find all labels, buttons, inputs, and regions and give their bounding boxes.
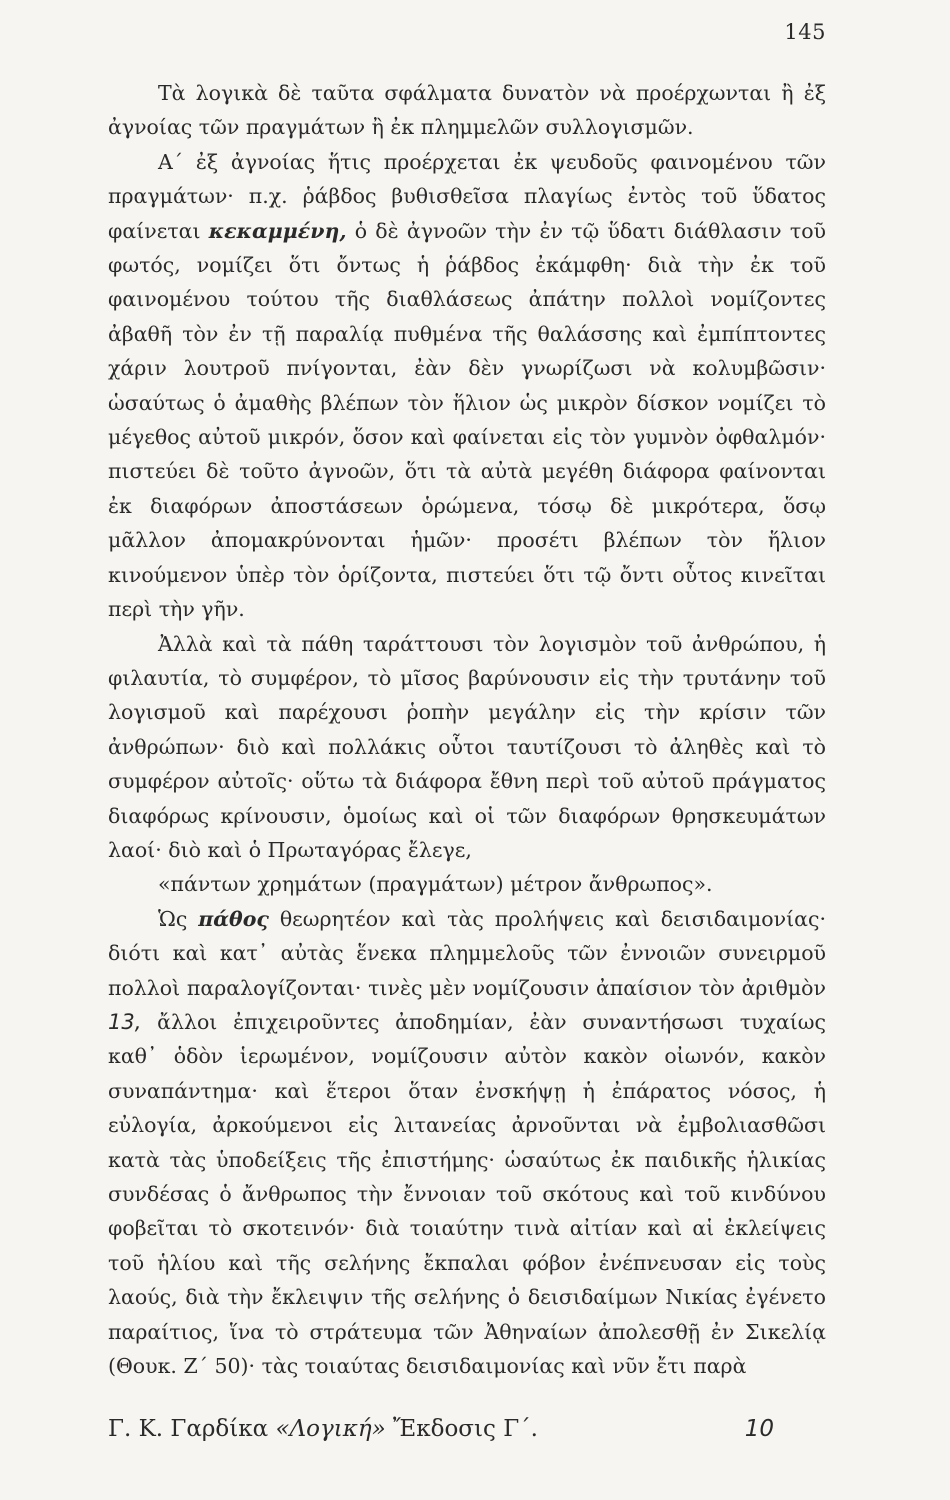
- page-footer: [108, 1416, 826, 1442]
- page-number: 145: [784, 20, 826, 44]
- footer-book-title: «Λογική»: [275, 1416, 386, 1442]
- paragraph-3: Ἀλλὰ καὶ τὰ πάθη ταράττουσι τὸν λογισμὸν τοῦ ἀνθρώπου, ἡ φιλαυτία, τὸ συμφέρον, τὸ μῖσος βαρύνουσιν εἰς τὴν τρυτάνην τοῦ λογισμοῦ καὶ παρέχουσι ῥοπὴν μεγάλην εἰς τὴν κρίσιν τῶν ἀνθρώπων· διὸ καὶ πολλάκις οὗτοι ταυτίζουσι τὸ ἀληθὲς καὶ τὸ συμφέρον αὐτοῖς· οὕτω τὰ διάφορα ἔθνη περὶ τοῦ αὐτοῦ πράγματος διαφόρως κρίνουσιν, ὁμοίως καὶ οἱ τῶν διαφόρων θρησκευμάτων λαοί· διὸ καὶ ὁ Πρωταγόρας ἔλεγε,: [108, 631, 826, 862]
- paragraph-2-part-a: Α΄ ἐξ ἀγνοίας ἥτις προέρχεται ἐκ ψευδοῦς φαινομένου τῶν πραγμάτων· π.χ. ῥάβδος βυθισθεῖσα πλαγίως ἐντὸς τοῦ ὕδατος φαίνεται: [108, 149, 826, 243]
- body-text: [108, 76, 826, 1383]
- protagoras-quote: «πάντων χρημάτων (πραγμάτων) μέτρον ἄνθρωπος».: [158, 872, 713, 897]
- paragraph-4-part-c: ἄλλοι ἐπιχειροῦντες ἀποδημίαν, ἐὰν συναντήσωσι τυχαίως καθ᾽ ὁδὸν ἱερωμένον, νομίζουσιν αὐτὸν κακὸν οἰωνόν, κακὸν συναπάντημα· καὶ ἕτεροι ὅταν ἐνσκήψῃ ἡ ἐπάρατος νόσος, ἡ εὐλογία, ἀρκούμενοι εἰς λιτανείας ἀρνοῦνται νὰ ἐμβολιασθῶσι κατὰ τὰς ὑποδείξεις τῆς ἐπιστήμης· ὡσαύτως ἐκ παιδικῆς ἡλικίας συνδέσας ὁ ἄνθρωπος τὴν ἔννοιαν τοῦ σκότους καὶ τοῦ κινδύνου φοβεῖται τὸ σκοτεινόν· διὰ τοιαύτην τινὰ αἰτίαν καὶ αἱ ἐκλείψεις τοῦ ἡλίου καὶ τῆς σελήνης ἔκπαλαι φόβον ἐνέπνευσαν εἰς τοὺς λαούς, διὰ τὴν ἔκλειψιν τῆς σελήνης ὁ δεισιδαίμων Νικίας ἐγένετο παραίτιος, ἵνα τὸ στράτευμα τῶν Ἀθηναίων ἀπολεσθῇ ἐν Σικελίᾳ (Θουκ. Ζ΄ 50)· τὰς τοιαύτας δεισιδαιμονίας καὶ νῦν ἔτι παρὰ: [108, 1009, 826, 1379]
- paragraph-2-part-b: ὁ δὲ ἀγνοῶν τὴν ἐν τῷ ὕδατι διάθλασιν τοῦ φωτός, νομίζει ὅτι ὄντως ἡ ῥάβδος ἐκάμφθη· διὰ τὴν ἐκ τοῦ φαινομένου τούτου τῆς διαθλάσεως ἀπάτην πολλοὶ νομίζοντες ἀβαθῆ τὸν ἐν τῇ παραλίᾳ πυθμένα τῆς θαλάσσης καὶ ἐμπίπτοντες χάριν λουτροῦ πνίγονται, ἐὰν δὲν γνωρίζωσι νὰ κολυμβῶσιν· ὡσαύτως ὁ ἀμαθὴς βλέπων τὸν ἥλιον ὡς μικρὸν δίσκον νομίζει τὸ μέγεθος αὐτοῦ μικρόν, ὅσον καὶ φαίνεται εἰς τὸν γυμνὸν ὀφθαλμόν· πιστεύει δὲ τοῦτο ἀγνοῶν, ὅτι τὰ αὐτὰ μεγέθη διάφορα φαίνονται ἐκ διαφόρων ἀποστάσεων ὁρώμενα, τόσῳ δὲ μικρότερα, ὅσῳ μᾶλλον ἀπομακρύνονται ἡμῶν· προσέτι βλέπων τὸν ἥλιον κινούμενον ὑπὲρ τὸν ὁρίζοντα, πιστεύει ὅτι τῷ ὄντι οὗτος κινεῖται περὶ τὴν γῆν.: [108, 218, 826, 622]
- paragraph-4-part-b: θεωρητέον καὶ τὰς προλήψεις καὶ δεισιδαιμονίας· διότι καὶ κατ᾽ αὐτὰς ἕνεκα πλημμελοῦς τῶν ἐννοιῶν συνειρμοῦ πολλοὶ παραλογίζονται· τινὲς μὲν νομίζουσιν ἀπαίσιον τὸν ἀριθμὸν: [108, 906, 826, 1000]
- footer-edition: Ἔκδοσις Γ΄.: [393, 1416, 538, 1442]
- number-13: 13,: [108, 1009, 142, 1034]
- signature-number: 10: [744, 1416, 774, 1442]
- footer-title: [108, 1416, 538, 1442]
- paragraph-4: [108, 902, 826, 1384]
- paragraph-1: Τὰ λογικὰ δὲ ταῦτα σφάλματα δυνατὸν νὰ προέρχωνται ἢ ἐξ ἀγνοίας τῶν πραγμάτων ἢ ἐκ πλημμελῶν συλλογισμῶν.: [108, 81, 826, 140]
- paragraph-2: [108, 145, 826, 627]
- footer-author: Γ. Κ. Γαρδίκα: [108, 1416, 269, 1442]
- term-pathos: πάθος: [198, 906, 269, 931]
- term-kekammeni: κεκαμμένη,: [208, 218, 347, 243]
- paragraph-4-part-a: Ὡς: [158, 906, 199, 931]
